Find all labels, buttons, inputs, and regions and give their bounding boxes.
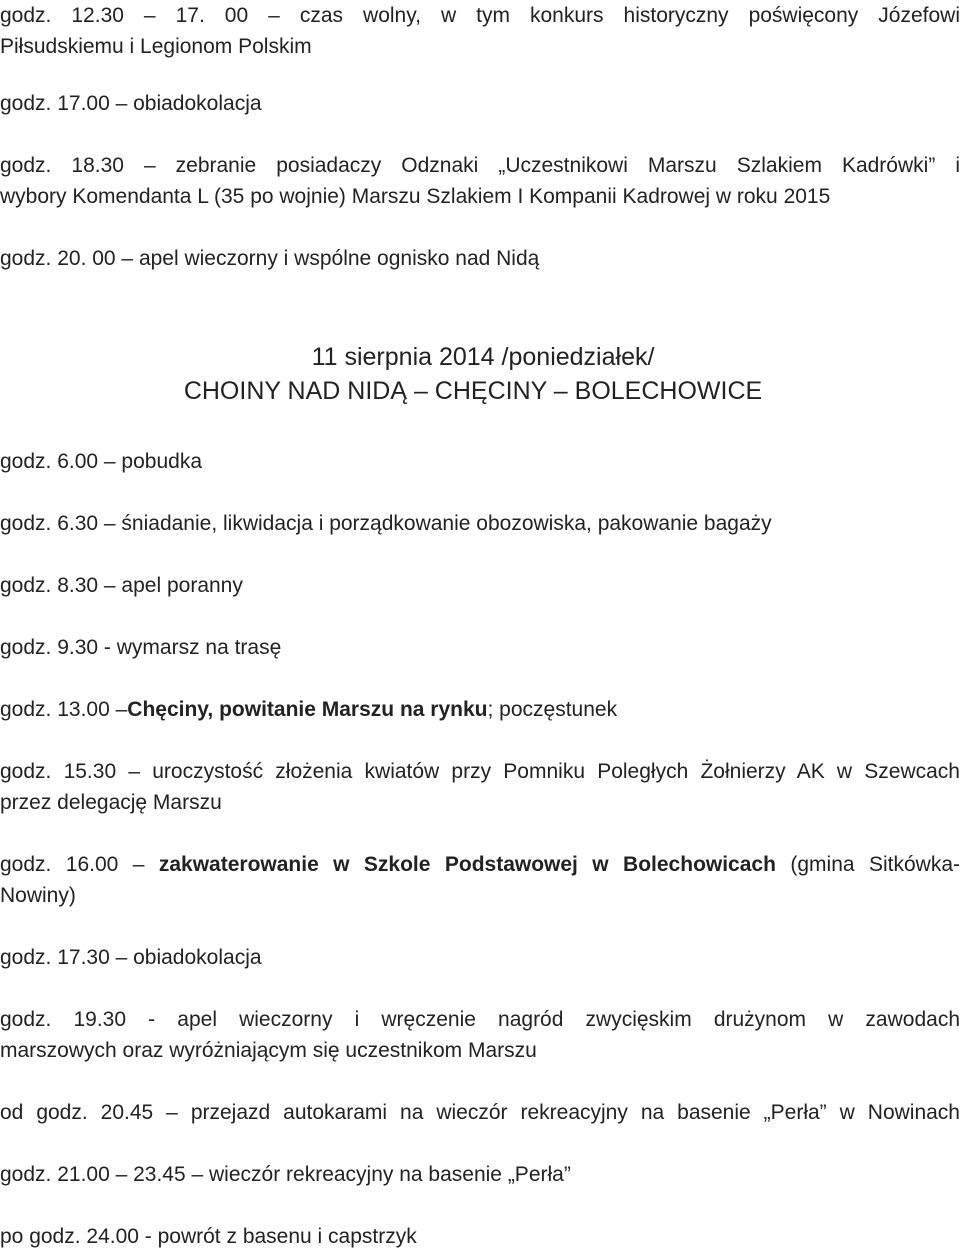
time-label: godz. 13.00 – bbox=[0, 698, 128, 721]
text-line: godz. 9.30 - wymarsz na trasę bbox=[0, 636, 282, 659]
schedule-item-free-time bbox=[0, 0, 960, 62]
schedule-item-supper bbox=[0, 942, 960, 973]
schedule-item-morning-roll-call bbox=[0, 570, 960, 601]
text-line: marszowych oraz wyróżniającym się uczestnikom Marszu bbox=[0, 1039, 537, 1062]
text-rest: ; poczęstunek bbox=[487, 698, 618, 721]
schedule-item-dinner bbox=[0, 88, 960, 119]
text-line: godz. 19.30 - apel wieczorny i wręczenie nagród zwycięskim drużynom w zawodach bbox=[0, 1008, 960, 1031]
text-line: godz. 18.30 – zebranie posiadaczy Odznaki „Uczestnikowi Marszu Szlakiem Kadrówki” i bbox=[0, 154, 960, 177]
schedule-item-return bbox=[0, 1221, 960, 1252]
schedule-item-wakeup bbox=[0, 446, 960, 477]
text-line: godz. 17.30 – obiadokolacja bbox=[0, 946, 262, 969]
text-line bbox=[0, 694, 960, 725]
text-line: Piłsudskiemu i Legionom Polskim bbox=[0, 35, 312, 58]
text-line: godz. 15.30 – uroczystość złożenia kwiatów przy Pomniku Poległych Żołnierzy AK w Szewcach bbox=[0, 760, 960, 783]
text-line: wybory Komendanta L (35 po wojnie) Marszu Szlakiem I Kompanii Kadrowej w roku 2015 bbox=[0, 185, 831, 208]
text-line: przez delegację Marszu bbox=[0, 791, 222, 814]
text-line: godz. 21.00 – 23.45 – wieczór rekreacyjny na basenie „Perła” bbox=[0, 1163, 571, 1186]
text-line: Nowiny) bbox=[0, 884, 76, 907]
text-line: od godz. 20.45 – przejazd autokarami na wieczór rekreacyjny na basenie „Perła” w Nowinach bbox=[0, 1101, 960, 1124]
schedule-item-accommodation bbox=[0, 849, 960, 911]
schedule-item-meeting bbox=[0, 150, 960, 212]
bold-text: Chęciny, powitanie Marszu na rynku bbox=[127, 698, 488, 721]
schedule-item-bus-transfer bbox=[0, 1097, 960, 1128]
schedule-item-awards bbox=[0, 1004, 960, 1066]
text-line bbox=[0, 849, 960, 880]
day-heading bbox=[0, 340, 960, 408]
text-line: godz. 17.00 – obiadokolacja bbox=[0, 92, 262, 115]
schedule-item-pool-evening bbox=[0, 1159, 960, 1190]
day-route: CHOINY NAD NIDĄ – CHĘCINY – BOLECHOWICE bbox=[183, 377, 763, 405]
text-line: po godz. 24.00 - powrót z basenu i capstrzyk bbox=[0, 1225, 417, 1248]
text-line: godz. 12.30 – 17. 00 – czas wolny, w tym konkurs historyczny poświęcony Józefowi bbox=[0, 4, 960, 27]
bold-text: zakwaterowanie w Szkole Podstawowej w Bolechowicach bbox=[158, 853, 776, 876]
text-line: godz. 6.00 – pobudka bbox=[0, 450, 203, 473]
text-line: godz. 8.30 – apel poranny bbox=[0, 574, 243, 597]
time-label: godz. 16.00 – bbox=[0, 853, 145, 876]
schedule-item-ceremony bbox=[0, 756, 960, 818]
text-rest: (gmina Sitkówka- bbox=[790, 853, 960, 876]
schedule-item-evening-roll-call bbox=[0, 243, 960, 274]
day-date: 11 sierpnia 2014 /poniedziałek/ bbox=[311, 343, 655, 371]
schedule-item-checiny bbox=[0, 694, 960, 725]
text-line: godz. 6.30 – śniadanie, likwidacja i porządkowanie obozowiska, pakowanie bagaży bbox=[0, 512, 772, 535]
schedule-item-breakfast bbox=[0, 508, 960, 539]
text-line: godz. 20. 00 – apel wieczorny i wspólne ognisko nad Nidą bbox=[0, 247, 540, 270]
schedule-item-departure bbox=[0, 632, 960, 663]
